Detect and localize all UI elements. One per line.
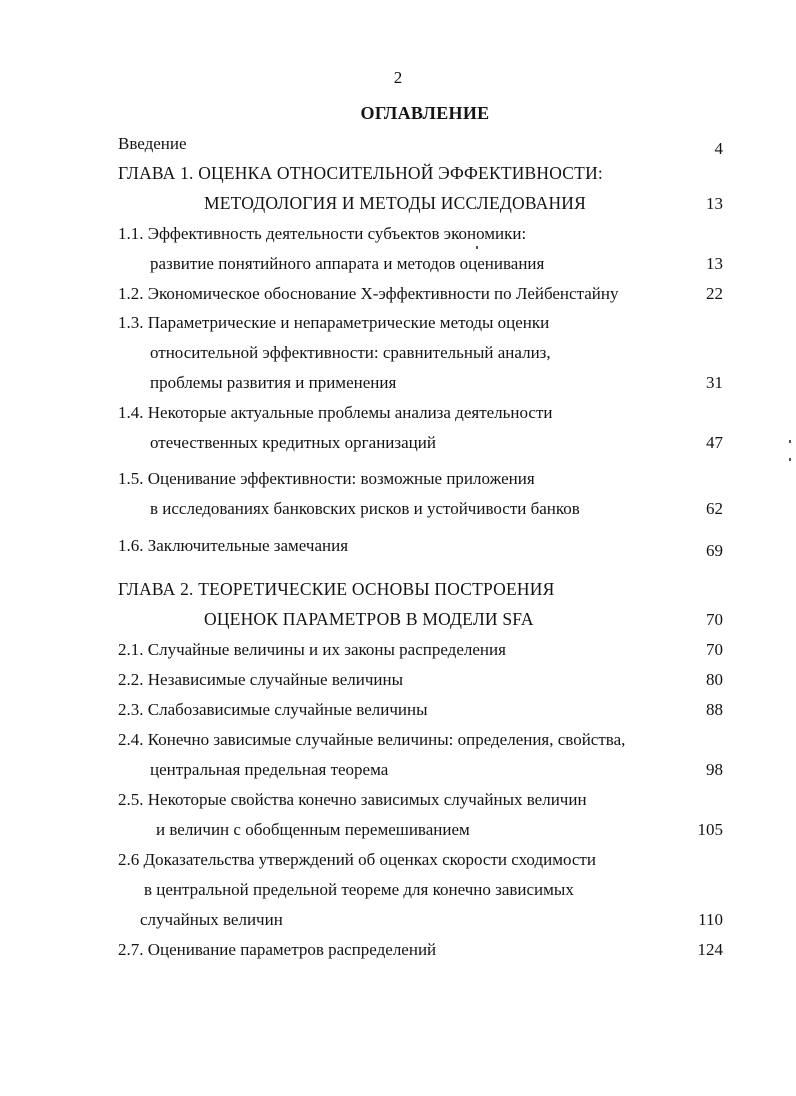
toc-section-1-3-line-1: 1.3. Параметрические и непараметрические методы оценки	[118, 313, 550, 332]
page-number: 2	[393, 68, 403, 87]
toc-section-2-6-line-2: в центральной предельной теореме для конечно зависимых	[144, 880, 574, 899]
toc-chapter-2-line-2: ОЦЕНОК ПАРАМЕТРОВ В МОДЕЛИ SFA	[204, 609, 534, 629]
toc-section-1-4-line-1: 1.4. Некоторые актуальные проблемы анализа деятельности	[118, 403, 553, 422]
toc-section-1-3-line-2: относительной эффективности: сравнительный анализ,	[150, 343, 551, 362]
toc-page-1-1: 13	[706, 254, 723, 273]
scan-speck	[476, 246, 478, 249]
toc-page-2-6: 110	[698, 910, 723, 929]
toc-page-1-6: 69	[706, 541, 723, 560]
scan-speck	[789, 440, 791, 443]
toc-page-2-3: 88	[706, 700, 723, 719]
toc-title: ОГЛАВЛЕНИЕ	[360, 103, 490, 123]
toc-page-chapter-2: 70	[706, 610, 723, 629]
toc-section-1-4-line-2: отечественных кредитных организаций	[150, 433, 436, 452]
toc-section-1-1-line-2: развитие понятийного аппарата и методов оценивания	[150, 254, 545, 273]
toc-page-2-5: 105	[697, 820, 723, 839]
toc-page-1-3: 31	[706, 373, 723, 392]
toc-page-2-1: 70	[706, 640, 723, 659]
toc-section-1-6: 1.6. Заключительные замечания	[118, 536, 349, 555]
toc-section-1-1-line-1: 1.1. Эффективность деятельности субъектов экономики:	[118, 224, 527, 243]
toc-page-introduction: 4	[714, 139, 723, 158]
toc-page-2-4: 98	[706, 760, 723, 779]
toc-entry-introduction: Введение	[118, 134, 187, 153]
toc-section-1-5-line-2: в исследованиях банковских рисков и устойчивости банков	[150, 499, 580, 518]
toc-section-2-7: 2.7. Оценивание параметров распределений	[118, 940, 437, 959]
toc-page-1-2: 22	[706, 284, 723, 303]
toc-page-2-2: 80	[706, 670, 723, 689]
toc-chapter-1-line-1: ГЛАВА 1. ОЦЕНКА ОТНОСИТЕЛЬНОЙ ЭФФЕКТИВНОСТИ:	[118, 163, 603, 183]
toc-section-2-1: 2.1. Случайные величины и их законы распределения	[118, 640, 506, 659]
toc-section-2-5-line-1: 2.5. Некоторые свойства конечно зависимых случайных величин	[118, 790, 587, 809]
toc-section-2-4-line-1: 2.4. Конечно зависимые случайные величины: определения, свойства,	[118, 730, 626, 749]
toc-section-1-2: 1.2. Экономическое обоснование Х-эффективности по Лейбенстайну	[118, 284, 619, 303]
toc-section-2-3: 2.3. Слабозависимые случайные величины	[118, 700, 428, 719]
toc-chapter-2-line-1: ГЛАВА 2. ТЕОРЕТИЧЕСКИЕ ОСНОВЫ ПОСТРОЕНИЯ	[118, 579, 555, 599]
toc-section-2-6-line-1: 2.6 Доказательства утверждений об оценках скорости сходимости	[118, 850, 596, 869]
toc-section-1-5-line-1: 1.5. Оценивание эффективности: возможные приложения	[118, 469, 535, 488]
toc-page-2-7: 124	[697, 940, 723, 959]
scan-speck	[789, 458, 791, 461]
toc-page-1-5: 62	[706, 499, 723, 518]
toc-page-1-4: 47	[706, 433, 723, 452]
toc-section-2-2: 2.2. Независимые случайные величины	[118, 670, 404, 689]
toc-page-chapter-1: 13	[706, 194, 723, 213]
toc-section-2-6-line-3: случайных величин	[140, 910, 283, 929]
toc-section-1-3-line-3: проблемы развития и применения	[150, 373, 397, 392]
toc-section-2-4-line-2: центральная предельная теорема	[150, 760, 389, 779]
toc-chapter-1-line-2: МЕТОДОЛОГИЯ И МЕТОДЫ ИССЛЕДОВАНИЯ	[204, 193, 586, 213]
toc-section-2-5-line-2: и величин с обобщенным перемешиванием	[156, 820, 470, 839]
